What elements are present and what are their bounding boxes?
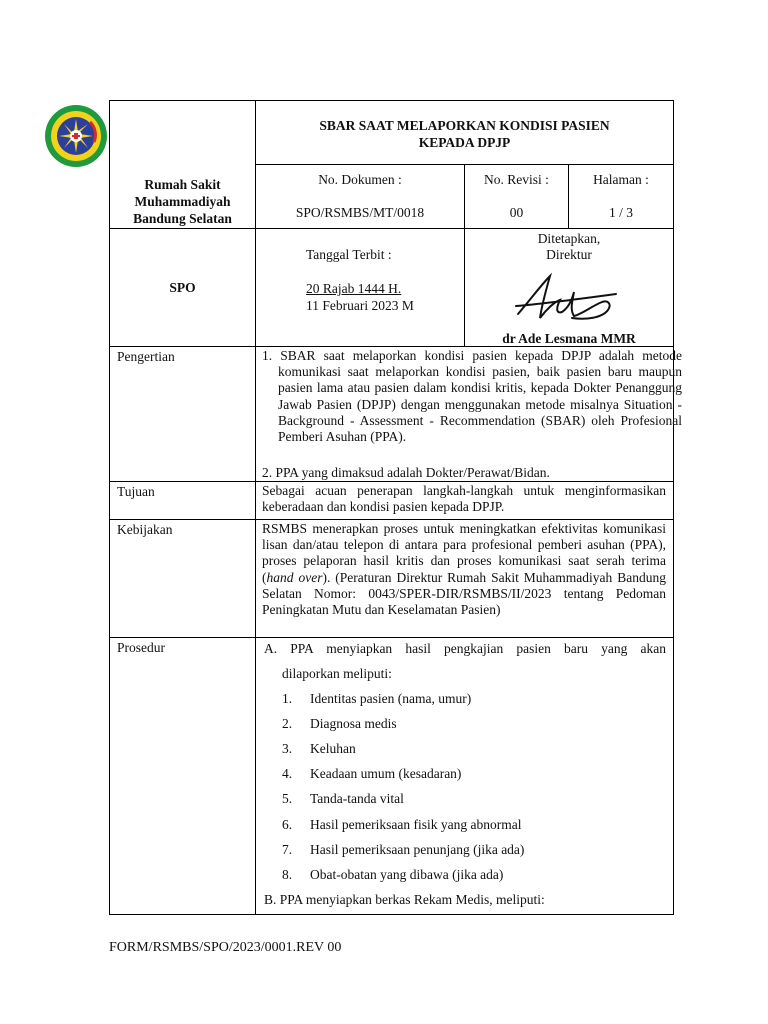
hospital-name-line: Muhammadiyah xyxy=(134,194,231,209)
list-item-text: Obat-obatan yang dibawa (jika ada) xyxy=(310,867,504,882)
pengertian-item: 1. SBAR saat melaporkan kondisi pasien kepada DPJP adalah metode komunikasi saat melaporkan kondisi pasien, baik pasien baru maupun pasien lama atau pasien dalam kondisi kritis, kepada Dokter Penanggung Jawab Pasien (DPJP) dengan menggunakan metode misalnya Situation - Background - Assessment - Recommendation (SBAR) oleh Profesional Pemberi Asuhan (PPA). xyxy=(262,348,682,445)
director-name: dr Ade Lesmana MMR xyxy=(502,331,636,346)
list-item-number: 4. xyxy=(282,766,293,781)
issue-date-hijri: 20 Rajab 1444 H. xyxy=(306,281,402,296)
list-item xyxy=(282,866,503,883)
list-item-text: Keluhan xyxy=(310,741,356,756)
list-item-text: Tanda-tanda vital xyxy=(310,791,404,806)
prosedur-label: Prosedur xyxy=(117,640,165,655)
list-item-number: 2. xyxy=(282,716,293,731)
list-item xyxy=(282,690,471,707)
revision-label: No. Revisi : xyxy=(484,172,549,187)
revision-value: 00 xyxy=(509,205,524,220)
kebijakan-label: Kebijakan xyxy=(117,522,173,537)
kebijakan-italic: hand over xyxy=(266,569,323,585)
list-item-number: 7. xyxy=(282,842,293,857)
list-item-text: Identitas pasien (nama, umur) xyxy=(310,691,472,706)
tujuan-label: Tujuan xyxy=(117,484,155,499)
list-item xyxy=(282,765,461,782)
director-signature xyxy=(512,270,622,326)
spo-label: SPO xyxy=(169,280,196,295)
approved-label: Ditetapkan, xyxy=(537,231,601,246)
hospital-name-line: Bandung Selatan xyxy=(133,211,232,226)
pengertian-item: 2. PPA yang dimaksud adalah Dokter/Perawat/Bidan. xyxy=(262,465,550,480)
title-line: SBAR SAAT MELAPORKAN KONDISI PASIEN xyxy=(319,118,610,133)
list-item xyxy=(282,816,521,833)
form-code: FORM/RSMBS/SPO/2023/0001.REV 00 xyxy=(109,940,342,955)
list-item-text: Hasil pemeriksaan fisik yang abnormal xyxy=(310,817,522,832)
issue-date-label: Tanggal Terbit : xyxy=(306,247,392,262)
issue-date-masehi: 11 Februari 2023 M xyxy=(306,298,414,313)
hospital-name xyxy=(110,176,255,227)
list-item xyxy=(282,790,404,807)
doc-number-value: SPO/RSMBS/MT/0018 xyxy=(295,205,425,220)
list-item-text: Keadaan umum (kesadaran) xyxy=(310,766,462,781)
list-item-text: Diagnosa medis xyxy=(310,716,397,731)
list-item xyxy=(282,841,524,858)
approved-role: Direktur xyxy=(546,247,592,262)
list-item xyxy=(282,715,397,732)
list-item-text: Hasil pemeriksaan penunjang (jika ada) xyxy=(310,842,525,857)
list-item-number: 6. xyxy=(282,817,293,832)
title-line: KEPADA DPJP xyxy=(418,135,511,150)
list-item-number: 3. xyxy=(282,741,293,756)
list-item xyxy=(282,740,356,757)
prosedur-b: B. PPA menyiapkan berkas Rekam Medis, meliputi: xyxy=(264,892,545,907)
pengertian-label: Pengertian xyxy=(117,349,175,364)
prosedur-a-cont: dilaporkan meliputi: xyxy=(282,666,392,681)
list-item-number: 8. xyxy=(282,867,293,882)
list-item-number: 5. xyxy=(282,791,293,806)
tujuan-text: Sebagai acuan penerapan langkah-langkah untuk menginformasikan keberadaan dan kondisi pasien kepada DPJP. xyxy=(262,483,666,515)
page-label: Halaman : xyxy=(593,172,649,187)
document-title xyxy=(256,117,673,151)
hospital-logo xyxy=(44,104,108,168)
kebijakan-text-part: RSMBS menerapkan proses untuk meningkatkan efektivitas komunikasi lisan dan/atau telepon di antara para profesional pemberi asuhan (PPA), proses pelaporan hasil kritis dan proses komunikasi saat serah terima ( xyxy=(262,521,666,585)
kebijakan-text-part: ). (Peraturan Direktur Rumah Sakit Muhammadiyah Bandung Selatan Nomor: 0043/SPER-DIR/RSMBS/II/2023 tentang Pedoman Peningkatan Mutu dan Keselamatan Pasien) xyxy=(262,569,666,618)
doc-number-label: No. Dokumen : xyxy=(318,172,402,187)
page-value: 1 / 3 xyxy=(608,205,633,220)
hospital-name-line: Rumah Sakit xyxy=(144,177,221,192)
kebijakan-text xyxy=(262,521,666,618)
list-item-number: 1. xyxy=(282,691,293,706)
prosedur-a: A. PPA menyiapkan hasil pengkajian pasien baru yang akan xyxy=(264,641,666,656)
